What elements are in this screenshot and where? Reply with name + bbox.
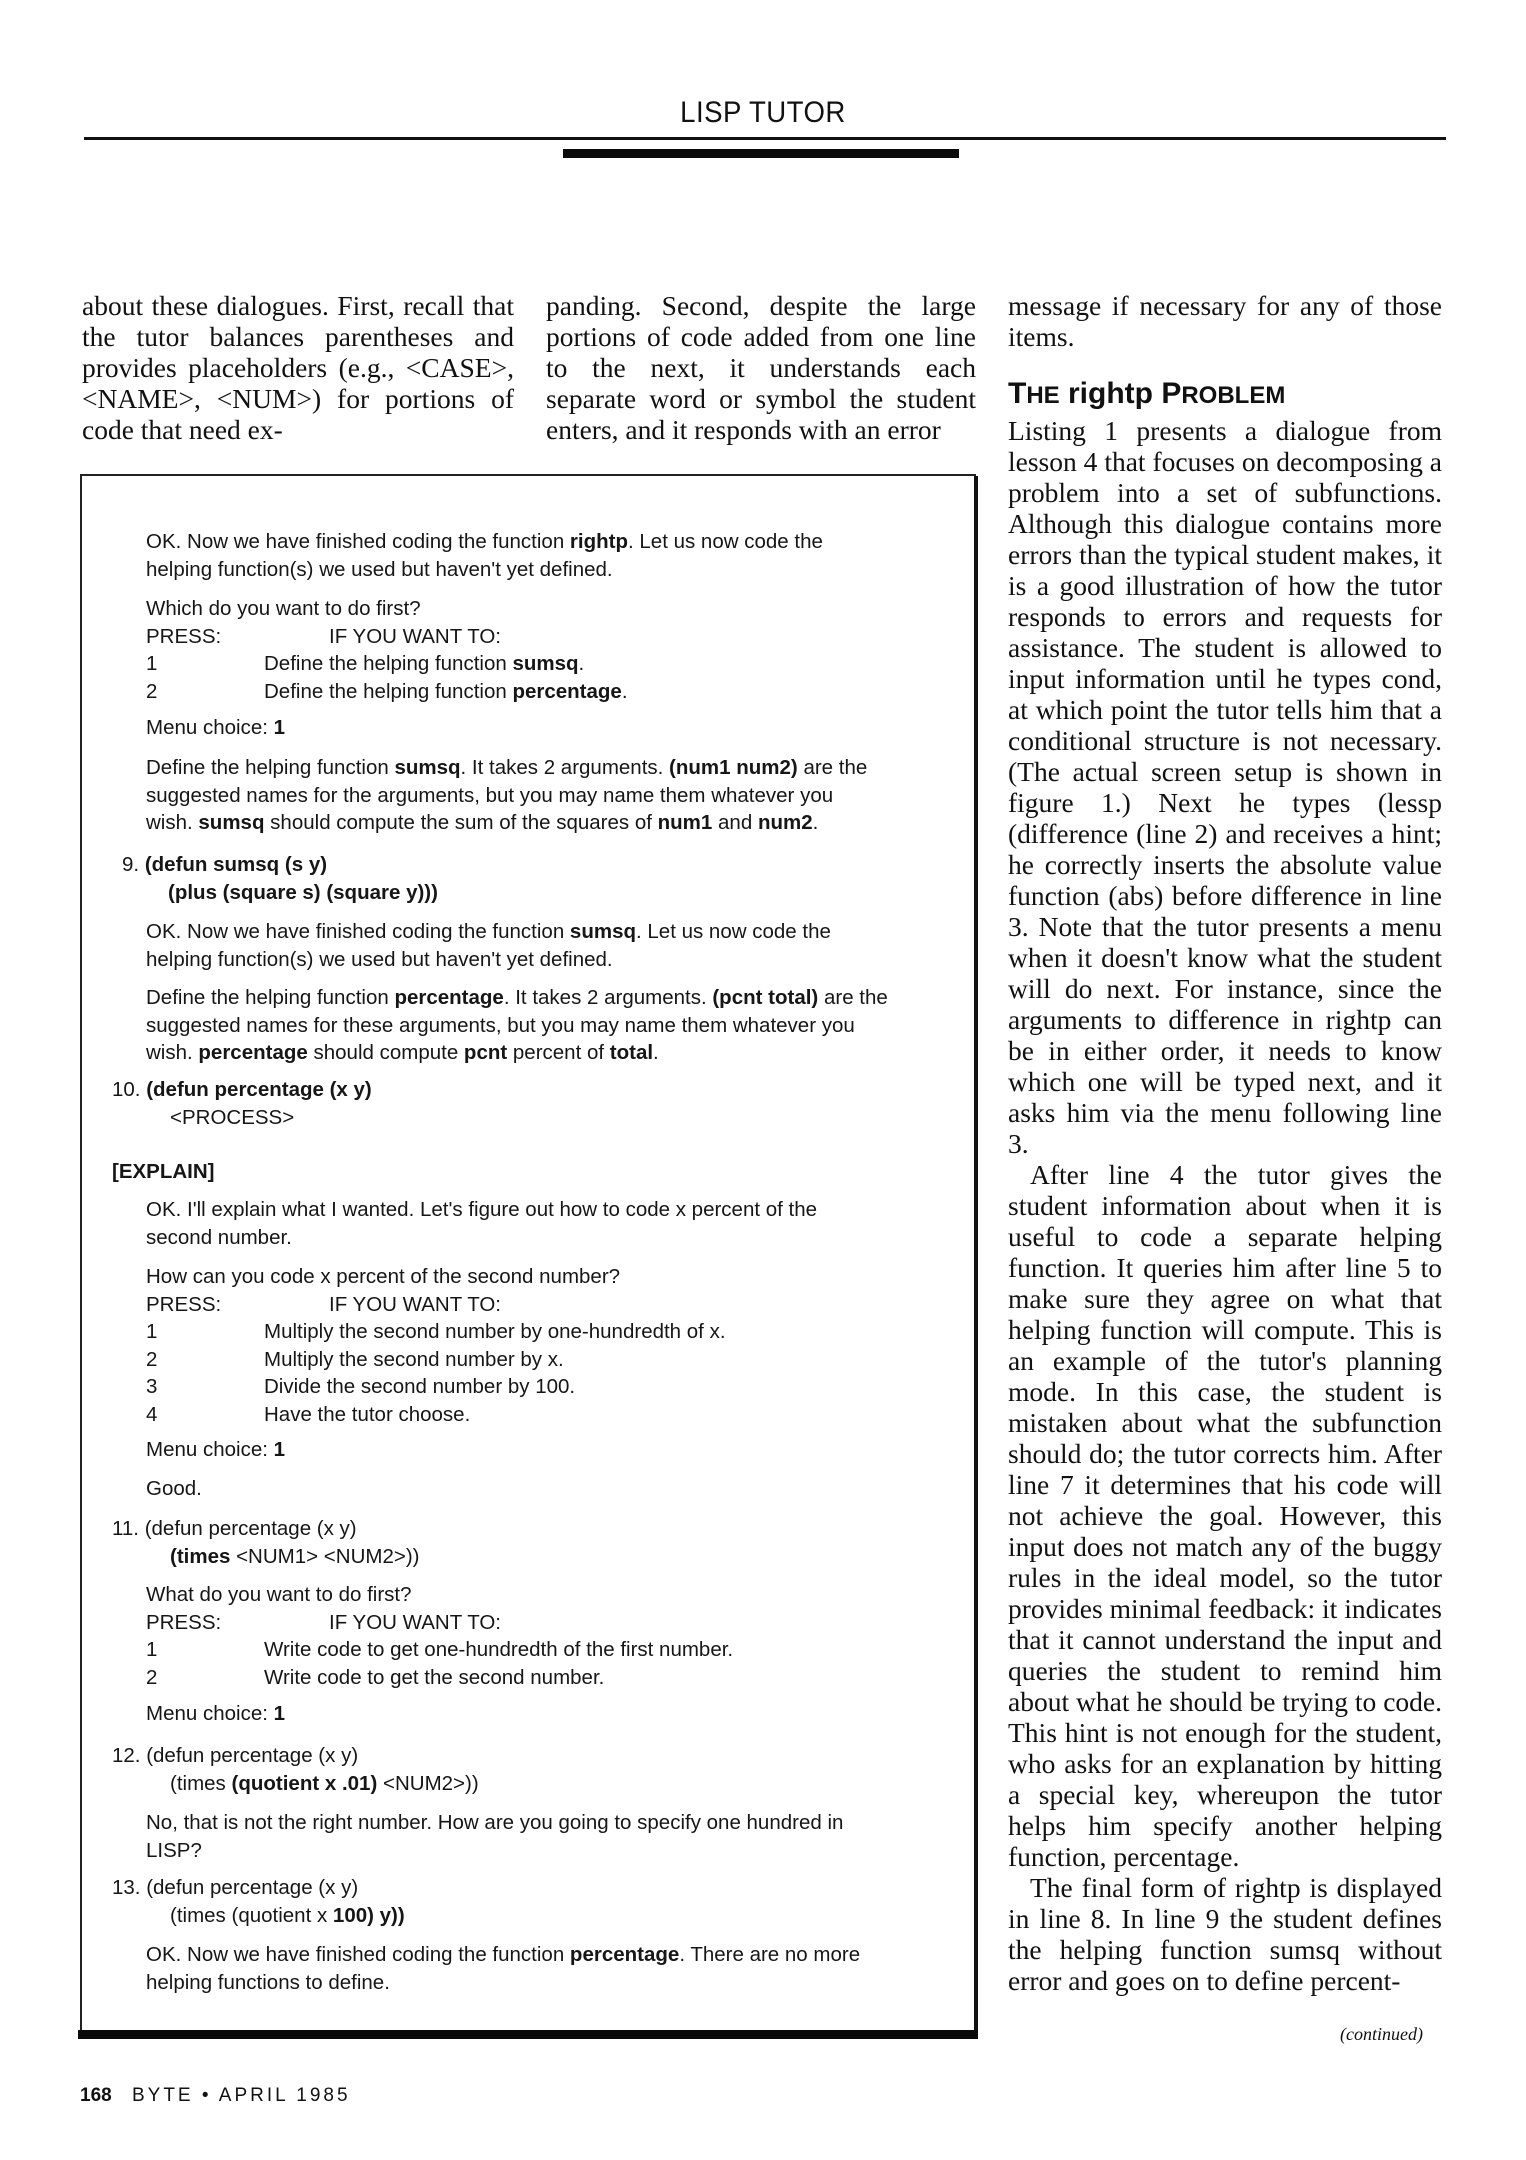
student-code-line: 9. (defun sumsq (s y) (plus (square s) (square y)))	[122, 853, 438, 904]
menu-option: 2 Write code to get the second number.	[146, 1665, 605, 1689]
header-bar	[563, 149, 959, 158]
heading-text: P	[1161, 377, 1182, 410]
paragraph: about these dialogues. First, recall that the tutor balances parentheses and provides placeholders (e.g., <CASE>, <NAME>, <NUM>) for portions of code that need ex-	[82, 290, 514, 445]
heading-text: HE	[1026, 382, 1060, 409]
tutor-message: Good.	[146, 1477, 202, 1500]
article-column-3	[1008, 290, 1442, 1996]
paragraph: panding. Second, despite the large portions of code added from one line to the next, it understands each separate word or symbol the student enters, and it responds with an error	[546, 290, 976, 445]
student-code-line: 13. (defun percentage (x y) (times (quotient x 100) y))	[112, 1876, 405, 1927]
publication-info: BYTE • APRIL 1985	[131, 2085, 351, 2106]
tutor-menu: What do you want to do first? PRESS: IF YOU WANT TO: 1 Write code to get one-hundredth of the first number. 2 Write code to get the second number.	[146, 1581, 946, 1691]
tutor-message: Define the helping function percentage. It takes 2 arguments. (pcnt total) are the suggested names for these arguments, but you may name them whatever you wish. percentage should compute pcnt percent of total.	[146, 986, 888, 1064]
header-rule	[84, 137, 1446, 140]
article-column-1	[82, 290, 514, 445]
menu-choice: Menu choice: 1	[146, 716, 286, 739]
tutor-menu: Which do you want to do first? PRESS: IF YOU WANT TO: 1 Define the helping function sumsq. 2 Define the helping function percentage.	[146, 595, 946, 705]
menu-option: 2 Define the helping function percentage.	[146, 679, 628, 703]
explain-key: [EXPLAIN]	[112, 1160, 215, 1183]
paragraph: The final form of rightp is displayed in line 8. In line 9 the student defines the helping function sumsq without error and goes on to define percent-	[1008, 1872, 1442, 1996]
running-head: LISP TUTOR	[680, 96, 846, 129]
listing-shadow	[974, 476, 978, 2038]
heading-text: rightp	[1059, 377, 1162, 410]
tutor-message: OK. I'll explain what I wanted. Let's figure out how to code x percent of the second number.	[146, 1198, 818, 1249]
menu-option: 4 Have the tutor choose.	[146, 1402, 471, 1426]
menu-option: 1 Define the helping function sumsq.	[146, 652, 585, 675]
heading-text: ROBLEM	[1181, 382, 1286, 409]
section-heading	[1008, 378, 1442, 411]
heading-text: T	[1008, 377, 1027, 410]
menu-choice: Menu choice: 1	[146, 1702, 286, 1725]
listing-shadow	[78, 2030, 978, 2039]
menu-option: 3 Divide the second number by 100.	[146, 1375, 576, 1398]
article-column-2	[546, 290, 976, 445]
menu-option: 1 Write code to get one-hundredth of the first number.	[146, 1638, 734, 1661]
tutor-message: No, that is not the right number. How are you going to specify one hundred in LISP?	[146, 1811, 844, 1862]
continued-note: (continued)	[1340, 2024, 1423, 2044]
page-number: 168	[80, 2085, 112, 2106]
tutor-message: OK. Now we have finished coding the function sumsq. Let us now code the helping function(s) we used but haven't yet defined.	[146, 920, 831, 971]
tutor-message: OK. Now we have finished coding the function percentage. There are no more helping functions to define.	[146, 1943, 861, 1994]
menu-option: 2 Multiply the second number by x.	[146, 1347, 564, 1371]
paragraph: Listing 1 presents a dialogue from lesson 4 that focuses on decomposing a problem into a set of subfunctions. Although this dialogue contains more errors than the typical student makes, it is a good illustration of how the tutor responds to errors and requests for assistance. The student is allowed to input information until he types cond, at which point the tutor tells him that a conditional structure is not necessary. (The actual screen setup is shown in figure 1.) Next he types (lessp (difference (line 2) and receives a hint; he correctly inserts the absolute value function (abs) before difference in line 3. Note that the tutor presents a menu when it doesn't know what the student will do next. For instance, since the arguments to difference in rightp can be in either order, it needs to know which one will be typed next, and it asks him via the menu following line 3.	[1008, 415, 1442, 1159]
paragraph: message if necessary for any of those items.	[1008, 290, 1442, 352]
tutor-message: Define the helping function sumsq. It takes 2 arguments. (num1 num2) are the suggested names for the arguments, but you may name them whatever you wish. sumsq should compute the sum of the squares of num1 and num2.	[146, 756, 868, 834]
student-code-line: 10. (defun percentage (x y) <PROCESS>	[112, 1078, 372, 1129]
listing-box	[80, 474, 976, 2034]
tutor-menu: How can you code x percent of the second number? PRESS: IF YOU WANT TO: 1 Multiply the second number by one-hundredth of x. 2 Multiply the second number by x. 3 Divide the second number by 100. 4 Have the tutor choose.	[146, 1263, 946, 1428]
menu-option: 1 Multiply the second number by one-hundredth of x.	[146, 1320, 726, 1343]
paragraph: After line 4 the tutor gives the student information about when it is useful to code a separate helping function. It queries him after line 5 to make sure they agree on what that helping function will compute. This is an example of the tutor's planning mode. In this case, the student is mistaken about what the subfunction should do; the tutor corrects him. After line 7 it determines that his code will not achieve the goal. However, this input does not match any of the buggy rules in the ideal model, so the tutor provides minimal feedback: it indicates that it cannot understand the input and queries the student to remind him about what he should be trying to code. This hint is not enough for the student, who asks for an explanation by hitting a special key, whereupon the tutor helps him specify another helping function, percentage.	[1008, 1159, 1442, 1872]
student-code-line: 12. (defun percentage (x y) (times (quotient x .01) <NUM2>))	[112, 1744, 479, 1795]
menu-choice: Menu choice: 1	[146, 1438, 286, 1461]
page-footer	[80, 2085, 351, 2107]
student-code-line: 11. (defun percentage (x y) (times <NUM1> <NUM2>))	[112, 1517, 420, 1568]
tutor-message: OK. Now we have finished coding the function rightp. Let us now code the helping function(s) we used but haven't yet defined.	[146, 530, 823, 581]
